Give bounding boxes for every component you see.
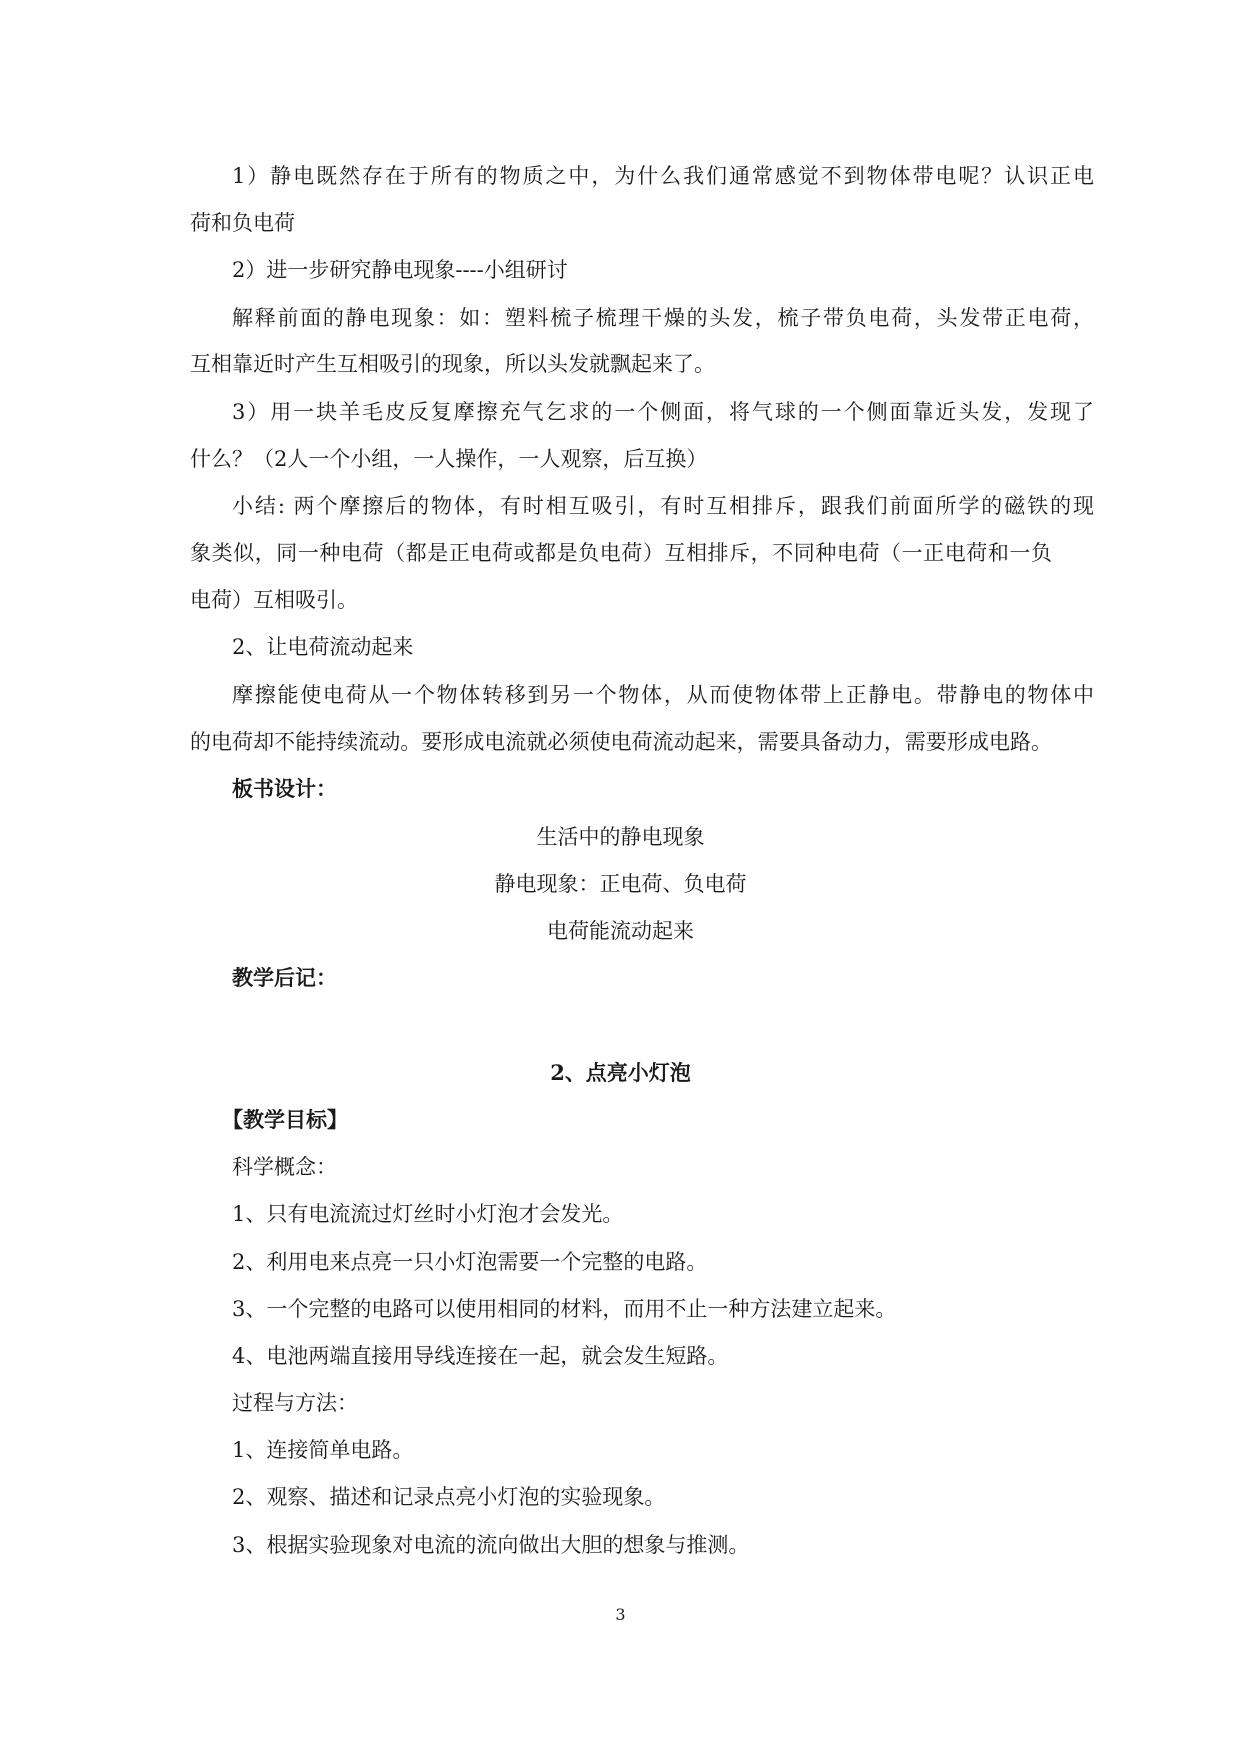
paragraph-question-line1: 1）静电既然存在于所有的物质之中，为什么我们通常感觉不到物体带电呢？认识正电 (232, 164, 1094, 188)
objectives-heading: 【教学目标】 (222, 1107, 348, 1132)
paragraph-friction-line1: 摩擦能使电荷从一个物体转移到另一个物体，从而使物体带上正静电。带静电的物体中 (232, 683, 1094, 707)
process-heading: 过程与方法： (232, 1391, 358, 1415)
section-heading-flow: 2、让电荷流动起来 (232, 635, 414, 659)
page-number: 3 (615, 1605, 626, 1624)
concepts-heading: 科学概念： (232, 1155, 337, 1179)
afterword-heading: 教学后记： (232, 965, 337, 990)
concept-item-3: 3、一个完整的电路可以使用相同的材料，而用不止一种方法建立起来。 (232, 1297, 897, 1321)
concept-item-2: 2、利用电来点亮一只小灯泡需要一个完整的电路。 (232, 1250, 708, 1274)
paragraph-group-study: 2）进一步研究静电现象----小组研讨 (232, 258, 568, 282)
lesson-title: 2、点亮小灯泡 (550, 1060, 691, 1085)
concept-item-1: 1、只有电流流过灯丝时小灯泡才会发光。 (232, 1202, 624, 1226)
paragraph-question-line2: 荷和负电荷 (190, 211, 295, 235)
concept-item-4: 4、电池两端直接用导线连接在一起，就会发生短路。 (232, 1344, 729, 1368)
board-line-2: 静电现象：正电荷、负电荷 (494, 872, 747, 896)
paragraph-summary-line2: 象类似，同一种电荷（都是正电荷或都是负电荷）互相排斥，不同种电荷（一正电荷和一负 (190, 541, 1052, 565)
board-design-heading: 板书设计： (232, 776, 337, 801)
paragraph-explain-line1: 解释前面的静电现象：如：塑料梳子梳理干燥的头发，梳子带负电荷，头发带正电荷， (232, 306, 1094, 330)
board-line-1: 生活中的静电现象 (536, 825, 705, 849)
paragraph-explain-line2: 互相靠近时产生互相吸引的现象，所以头发就飘起来了。 (190, 352, 715, 376)
paragraph-summary-line3: 电荷）互相吸引。 (190, 588, 358, 612)
process-item-3: 3、根据实验现象对电流的流向做出大胆的想象与推测。 (232, 1533, 750, 1557)
board-line-3: 电荷能流动起来 (547, 919, 694, 943)
paragraph-balloon-line2: 什么？（2人一个小组，一人操作，一人观察，后互换） (190, 447, 708, 471)
paragraph-friction-line2: 的电荷却不能持续流动。要形成电流就必须使电荷流动起来，需要具备动力，需要形成电路。 (190, 730, 1052, 754)
paragraph-balloon-line1: 3）用一块羊毛皮反复摩擦充气乞求的一个侧面，将气球的一个侧面靠近头发，发现了 (232, 400, 1094, 424)
process-item-1: 1、连接简单电路。 (232, 1438, 414, 1462)
paragraph-summary-line1: 小结: 两个摩擦后的物体，有时相互吸引，有时互相排斥，跟我们前面所学的磁铁的现 (232, 494, 1094, 518)
process-item-2: 2、观察、描述和记录点亮小灯泡的实验现象。 (232, 1485, 666, 1509)
